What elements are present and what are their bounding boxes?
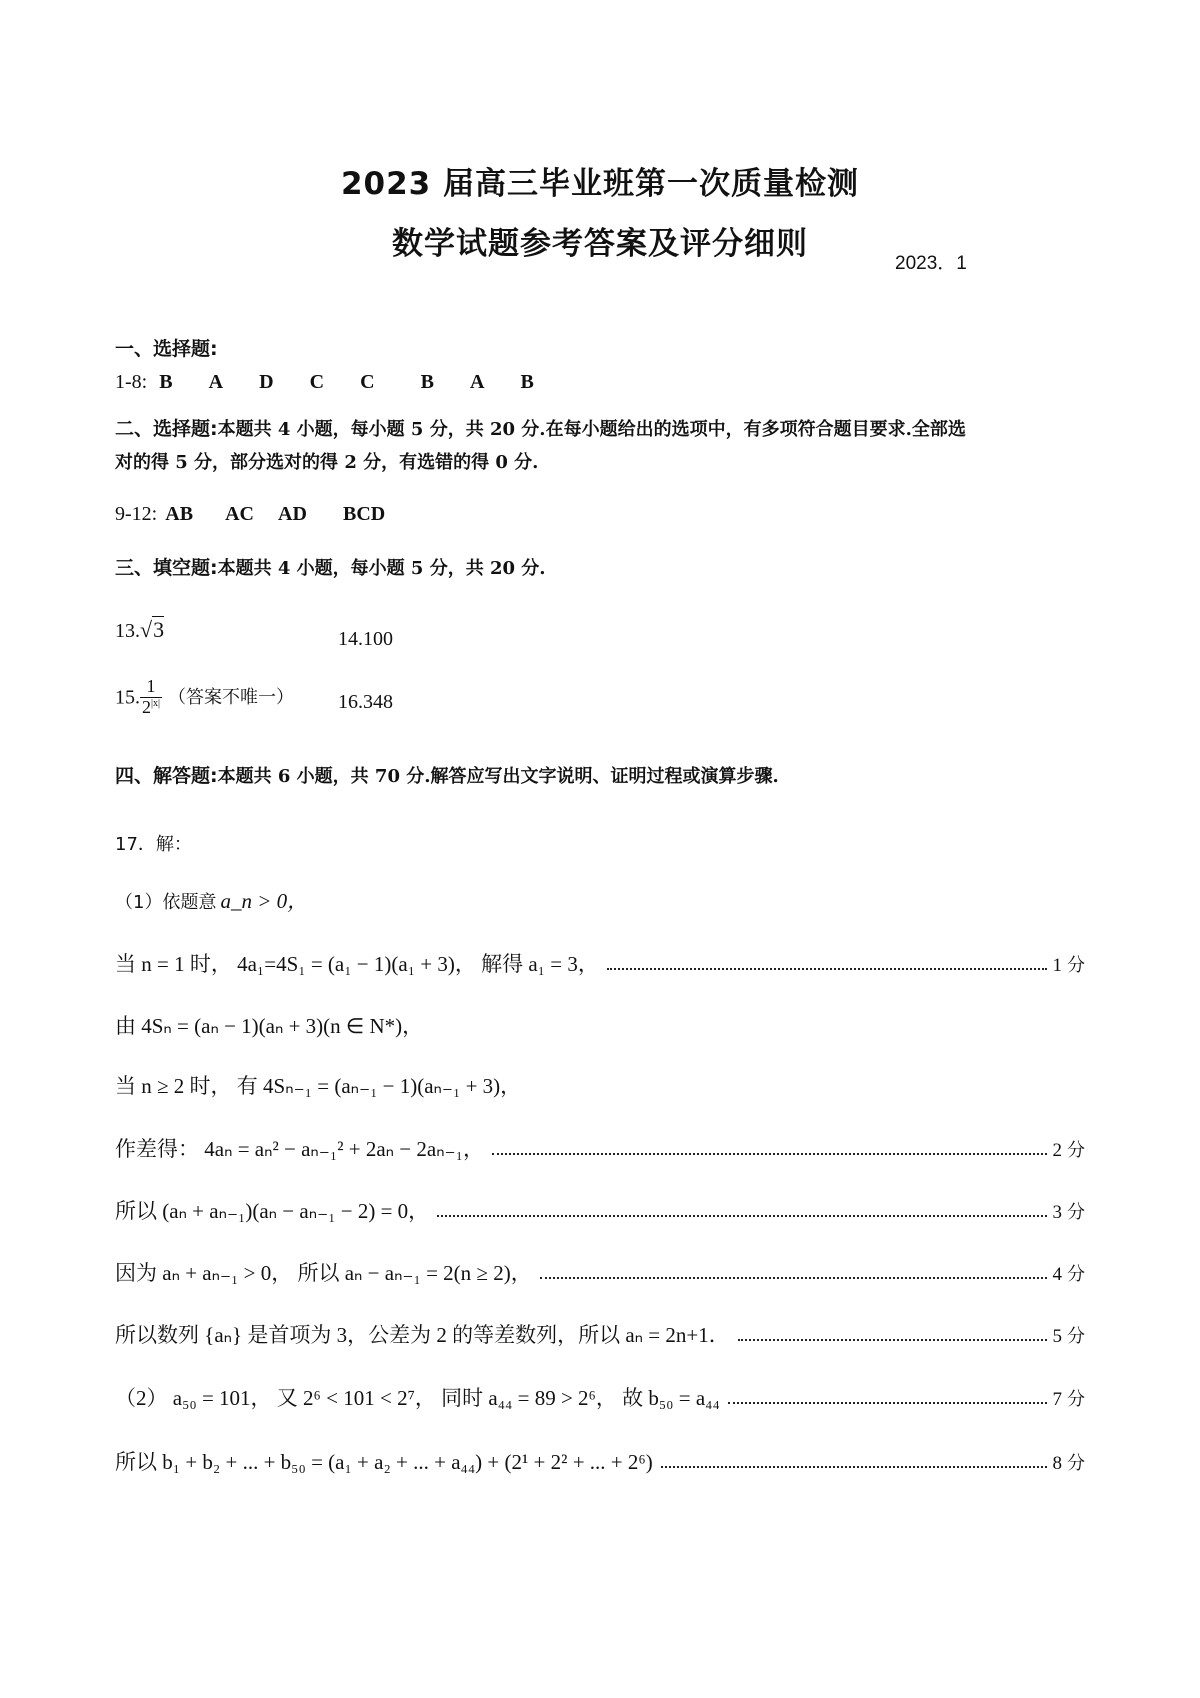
step-score-unit: 分 xyxy=(1067,955,1085,976)
step-score: 5 xyxy=(1052,1326,1062,1347)
answer-1: B xyxy=(159,371,173,393)
step-expression: 所以数列 {aₙ} 是首项为 3，公差为 2 的等差数列，所以 aₙ = 2n+1． xyxy=(115,1323,730,1347)
step-score-unit: 分 xyxy=(1067,1202,1085,1223)
dotted-leader xyxy=(607,968,1047,970)
step-expression: 当 n ≥ 2 时， 有 4Sₙ₋₁ = (aₙ₋₁ − 1)(aₙ₋₁ + 3)， xyxy=(115,1074,522,1098)
document-date: 2023．1 xyxy=(895,253,967,274)
answer-4: C xyxy=(309,371,325,393)
q17-step-3 xyxy=(115,1070,1085,1100)
section2-text-1: 本题共 4 小题，每小题 5 分，共 20 分.在每小题给出的选项中，有多项符合题目要求.全部选 xyxy=(217,419,966,440)
q17-step-5 xyxy=(115,1195,1085,1225)
section3-intro xyxy=(115,557,546,580)
section2-intro-line1 xyxy=(115,418,966,441)
section4-heading: 四、解答题: xyxy=(115,765,218,787)
q17-step-8 xyxy=(115,1382,1085,1412)
answer-9: AB xyxy=(165,503,194,525)
step-score-unit: 分 xyxy=(1067,1326,1085,1347)
answer-13-radicand: 3 xyxy=(153,617,165,642)
step-expression: 由 4Sₙ = (aₙ − 1)(aₙ + 3)(n ∈ N*)， xyxy=(115,1014,424,1038)
step-score: 2 xyxy=(1052,1140,1062,1161)
section3-heading: 三、填空题: xyxy=(115,557,218,579)
step-score-unit: 分 xyxy=(1067,1389,1085,1410)
section4-intro xyxy=(115,765,779,788)
q17-step-4 xyxy=(115,1133,1085,1163)
fraction-denominator xyxy=(140,698,162,718)
answer-12: BCD xyxy=(342,503,386,525)
step-expression: （2） a₅₀ = 101， 又 2⁶ < 101 < 2⁷， 同时 a₄₄ = 89 > 2⁶， 故 b₅₀ = a₄₄ xyxy=(115,1386,720,1410)
step-expression: 当 n = 1 时， 4a₁=4S₁ = (a₁ − 1)(a₁ + 3)， 解得 a₁ = 3， xyxy=(115,952,599,976)
section3-text: 本题共 4 小题，每小题 5 分，共 20 分. xyxy=(217,558,546,579)
answer-3: D xyxy=(259,371,274,393)
q17-part1-intro xyxy=(115,889,308,914)
answer-7: A xyxy=(470,371,485,393)
q17-step-7 xyxy=(115,1319,1085,1349)
sqrt-symbol: √3 xyxy=(140,617,165,642)
answer-13 xyxy=(115,617,164,643)
answer-2: A xyxy=(208,371,224,393)
dotted-leader xyxy=(437,1215,1046,1217)
q17-label: 17．解： xyxy=(115,834,192,855)
section1-answers xyxy=(115,370,534,394)
q17-step-9 xyxy=(115,1446,1085,1476)
section1-heading: 一、选择题: xyxy=(115,338,218,360)
answer-13-label: 13. xyxy=(115,620,140,642)
answer-10: AC xyxy=(225,503,254,525)
section2-range: 9-12: xyxy=(115,503,158,525)
page-title: 2023 届高三毕业班第一次质量检测 xyxy=(340,166,860,202)
step-score: 1 xyxy=(1052,955,1062,976)
q17-step-1 xyxy=(115,948,1085,978)
section2-answers xyxy=(115,502,385,526)
q17-step-2 xyxy=(115,1010,1085,1040)
q17-part1-prefix: （1）依题意 xyxy=(115,892,217,913)
page-subtitle: 数学试题参考答案及评分细则 xyxy=(392,226,808,262)
step-score-unit: 分 xyxy=(1067,1453,1085,1474)
answer-16: 16.348 xyxy=(338,691,393,713)
step-score: 3 xyxy=(1052,1202,1062,1223)
step-expression: 作差得： 4aₙ = aₙ² − aₙ₋₁² + 2aₙ − 2aₙ₋₁， xyxy=(115,1137,484,1161)
answer-14: 14.100 xyxy=(338,628,393,650)
section2-heading: 二、选择题: xyxy=(115,418,218,440)
step-score: 8 xyxy=(1052,1453,1062,1474)
q17-step-6 xyxy=(115,1257,1085,1287)
section2-text-2: 对的得 5 分，部分选对的得 2 分，有选错的得 0 分. xyxy=(115,452,539,473)
step-expression: 因为 aₙ + aₙ₋₁ > 0， 所以 aₙ − aₙ₋₁ = 2(n ≥ 2)， xyxy=(115,1261,532,1285)
dotted-leader xyxy=(738,1339,1047,1341)
answer-6: B xyxy=(420,371,434,393)
answer-5: C xyxy=(360,371,375,393)
step-score-unit: 分 xyxy=(1067,1140,1085,1161)
q17-part1-condition: a_n > 0， xyxy=(220,889,309,913)
answer-11: AD xyxy=(278,503,307,525)
section4-text: 本题共 6 小题，共 70 分.解答应写出文字说明、证明过程或演算步骤. xyxy=(217,766,779,787)
fraction-numerator: 1 xyxy=(140,677,162,698)
step-score-unit: 分 xyxy=(1067,1264,1085,1285)
answer-8: B xyxy=(520,371,534,393)
dotted-leader xyxy=(661,1466,1047,1468)
dotted-leader xyxy=(728,1402,1047,1404)
answer-15 xyxy=(115,677,294,718)
step-expression: 所以 (aₙ + aₙ₋₁)(aₙ − aₙ₋₁ − 2) = 0， xyxy=(115,1199,430,1223)
dotted-leader xyxy=(492,1153,1047,1155)
answer-15-label: 15. xyxy=(115,686,140,709)
step-expression: 所以 b₁ + b₂ + ... + b₅₀ = (a₁ + a₂ + ... + a₄₄) + (2¹ + 2² + ... + 2⁶) xyxy=(115,1450,653,1474)
step-score: 4 xyxy=(1052,1264,1062,1285)
step-score: 7 xyxy=(1052,1389,1062,1410)
answer-15-note: （答案不唯一） xyxy=(168,686,295,708)
fraction-base: 2 xyxy=(142,696,151,717)
section1-range: 1-8: xyxy=(115,371,148,393)
dotted-leader xyxy=(540,1277,1047,1279)
fraction-exponent: |x| xyxy=(151,697,161,709)
answer-15-fraction xyxy=(140,677,162,718)
